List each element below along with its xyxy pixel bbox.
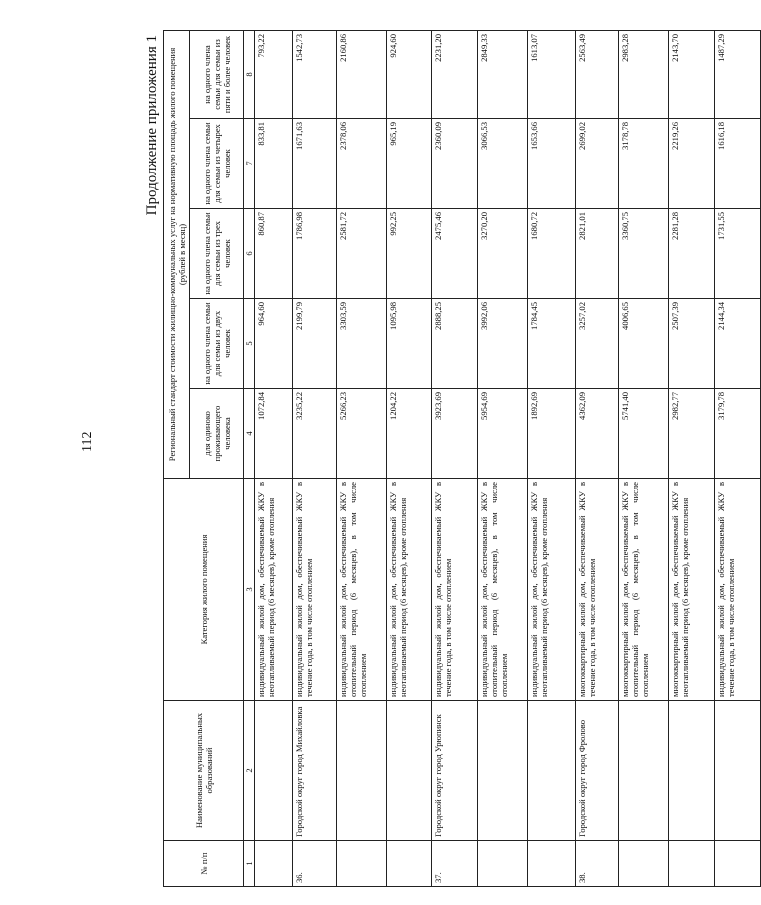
cost-value: 3179,78 bbox=[715, 389, 761, 479]
municipality-name bbox=[715, 701, 761, 841]
appendix-title: Продолжение приложения 1 bbox=[144, 35, 160, 216]
header-sub-2: на одного члена семьи для семьи из двух человек bbox=[190, 299, 244, 389]
table-row bbox=[293, 30, 337, 886]
municipality-name bbox=[619, 701, 669, 841]
housing-category: индивидуальный жилой дом, обеспечиваемый ЖКУ в течение года, в том числе отоплением bbox=[293, 479, 337, 701]
index-8: 8 bbox=[244, 30, 255, 118]
cost-value: 964,60 bbox=[255, 299, 293, 389]
cost-value: 2563,49 bbox=[576, 30, 619, 118]
index-4: 4 bbox=[244, 389, 255, 479]
cost-value: 924,60 bbox=[387, 30, 432, 118]
cost-value: 2821,01 bbox=[576, 209, 619, 299]
row-number bbox=[478, 841, 528, 887]
cost-value: 3303,59 bbox=[337, 299, 387, 389]
cost-value: 2983,28 bbox=[619, 30, 669, 118]
housing-category: индивидуальный жилой дом, обеспечиваемый ЖКУ в отопительный период (6 месяцев), в том числе отоплением bbox=[337, 479, 387, 701]
index-6: 6 bbox=[244, 209, 255, 299]
row-number: 37. bbox=[432, 841, 478, 887]
cost-value: 5954,69 bbox=[478, 389, 528, 479]
index-5: 5 bbox=[244, 299, 255, 389]
cost-value: 2219,26 bbox=[669, 119, 715, 209]
header-sub-1: для одиноко проживающего человека bbox=[190, 389, 244, 479]
row-number bbox=[387, 841, 432, 887]
housing-category: индивидуальный жилой дом, обеспечиваемый ЖКУ в неотапливаемый период (6 месяцев), кроме отопления bbox=[255, 479, 293, 701]
row-number bbox=[255, 841, 293, 887]
rotated-page bbox=[143, 29, 761, 887]
cost-value: 2360,09 bbox=[432, 119, 478, 209]
housing-category: многоквартирный жилой дом, обеспечиваемый ЖКУ в неотапливаемый период (6 месяцев), кроме отопления bbox=[669, 479, 715, 701]
cost-value: 2699,02 bbox=[576, 119, 619, 209]
cost-value: 1613,07 bbox=[528, 30, 576, 118]
cost-value: 1542,73 bbox=[293, 30, 337, 118]
municipality-name bbox=[528, 701, 576, 841]
cost-value: 793,22 bbox=[255, 30, 293, 118]
cost-value: 2475,46 bbox=[432, 209, 478, 299]
cost-value: 1671,63 bbox=[293, 119, 337, 209]
cost-value: 1487,29 bbox=[715, 30, 761, 118]
cost-value: 2581,72 bbox=[337, 209, 387, 299]
cost-value: 965,19 bbox=[387, 119, 432, 209]
municipality-name bbox=[387, 701, 432, 841]
cost-value: 3992,06 bbox=[478, 299, 528, 389]
table-row bbox=[715, 30, 761, 886]
municipality-name: Городской округ город Михайловка bbox=[293, 701, 337, 841]
cost-value: 4362,09 bbox=[576, 389, 619, 479]
table-row bbox=[528, 30, 576, 886]
index-1: 1 bbox=[244, 841, 255, 887]
housing-category: многоквартирный жилой дом, обеспечиваемый ЖКУ в отопительный период (6 месяцев), в том числе отоплением bbox=[619, 479, 669, 701]
cost-value: 1892,69 bbox=[528, 389, 576, 479]
housing-category: индивидуальный жилой дом, обеспечиваемый ЖКУ в течение года, в том числе отоплением bbox=[715, 479, 761, 701]
cost-value: 2160,86 bbox=[337, 30, 387, 118]
cost-value: 2143,70 bbox=[669, 30, 715, 118]
housing-category: многоквартирный жилой дом, обеспечиваемый ЖКУ в течение года, в том числе отоплением bbox=[576, 479, 619, 701]
header-sub-4: на одного члена семьи для семьи из четырех человек bbox=[190, 119, 244, 209]
housing-category: индивидуальный жилой дом, обеспечиваемый ЖКУ в неотапливаемый период (6 месяцев), кроме отопления bbox=[528, 479, 576, 701]
cost-value: 1204,22 bbox=[387, 389, 432, 479]
table-row bbox=[387, 30, 432, 886]
row-number: 38. bbox=[576, 841, 619, 887]
cost-value: 3923,69 bbox=[432, 389, 478, 479]
header-sub-5: на одного члена семьи для семьи из пяти и более человек bbox=[190, 30, 244, 118]
cost-value: 4006,65 bbox=[619, 299, 669, 389]
cost-value: 3178,78 bbox=[619, 119, 669, 209]
cost-value: 2982,77 bbox=[669, 389, 715, 479]
cost-value: 1784,45 bbox=[528, 299, 576, 389]
cost-value: 2507,39 bbox=[669, 299, 715, 389]
municipality-name: Городской округ город Урюпинск bbox=[432, 701, 478, 841]
table-row bbox=[576, 30, 619, 886]
table-body bbox=[255, 30, 761, 886]
cost-value: 1072,84 bbox=[255, 389, 293, 479]
cost-value: 1653,66 bbox=[528, 119, 576, 209]
cost-value: 3257,02 bbox=[576, 299, 619, 389]
row-number bbox=[619, 841, 669, 887]
table-row bbox=[255, 30, 293, 886]
row-number bbox=[528, 841, 576, 887]
cost-value: 3360,75 bbox=[619, 209, 669, 299]
municipality-name bbox=[255, 701, 293, 841]
cost-value: 3066,53 bbox=[478, 119, 528, 209]
table-row bbox=[478, 30, 528, 886]
housing-category: индивидуальный жилой дом, обеспечиваемый ЖКУ в отопительный период (6 месяцев), в том числе отоплением bbox=[478, 479, 528, 701]
housing-category: индивидуальный жилой дом, обеспечиваемый ЖКУ в течение года, в том числе отоплением bbox=[432, 479, 478, 701]
cost-value: 992,25 bbox=[387, 209, 432, 299]
cost-value: 2378,06 bbox=[337, 119, 387, 209]
municipality-name bbox=[337, 701, 387, 841]
cost-value: 2281,28 bbox=[669, 209, 715, 299]
cost-value: 2144,34 bbox=[715, 299, 761, 389]
cost-value: 860,87 bbox=[255, 209, 293, 299]
row-number bbox=[715, 841, 761, 887]
header-sub-3: на одного члена семьи для семьи из трех человек bbox=[190, 209, 244, 299]
table-row bbox=[669, 30, 715, 886]
cost-value: 3270,20 bbox=[478, 209, 528, 299]
header-category: Категория жилого помещения bbox=[164, 479, 244, 701]
cost-value: 1680,72 bbox=[528, 209, 576, 299]
cost-value: 5741,40 bbox=[619, 389, 669, 479]
cost-value: 1095,98 bbox=[387, 299, 432, 389]
row-number: 36. bbox=[293, 841, 337, 887]
page-number: 112 bbox=[80, 431, 95, 452]
cost-value: 3235,22 bbox=[293, 389, 337, 479]
cost-value: 833,81 bbox=[255, 119, 293, 209]
table-row bbox=[619, 30, 669, 886]
row-number bbox=[669, 841, 715, 887]
municipality-name bbox=[478, 701, 528, 841]
housing-cost-table bbox=[163, 30, 761, 887]
index-2: 2 bbox=[244, 701, 255, 841]
municipality-name: Городской округ город Фролово bbox=[576, 701, 619, 841]
cost-value: 1786,98 bbox=[293, 209, 337, 299]
header-group: Региональный стандарт стоимости жилищно-коммунальных услуг на нормативную площадь жилого помещения (рублей в месяц) bbox=[164, 30, 190, 478]
index-3: 3 bbox=[244, 479, 255, 701]
cost-value: 2231,20 bbox=[432, 30, 478, 118]
municipality-name bbox=[669, 701, 715, 841]
header-num: № п/п bbox=[164, 841, 244, 887]
table-row bbox=[337, 30, 387, 886]
cost-value: 1616,18 bbox=[715, 119, 761, 209]
header-name: Наименование муниципальных образований bbox=[164, 701, 244, 841]
row-number bbox=[337, 841, 387, 887]
table-row bbox=[432, 30, 478, 886]
housing-category: индивидуальный жилой дом, обеспечиваемый ЖКУ в неотапливаемый период (6 месяцев), кроме отопления bbox=[387, 479, 432, 701]
cost-value: 5266,23 bbox=[337, 389, 387, 479]
cost-value: 1731,55 bbox=[715, 209, 761, 299]
cost-value: 2199,79 bbox=[293, 299, 337, 389]
cost-value: 2888,25 bbox=[432, 299, 478, 389]
index-7: 7 bbox=[244, 119, 255, 209]
cost-value: 2849,33 bbox=[478, 30, 528, 118]
